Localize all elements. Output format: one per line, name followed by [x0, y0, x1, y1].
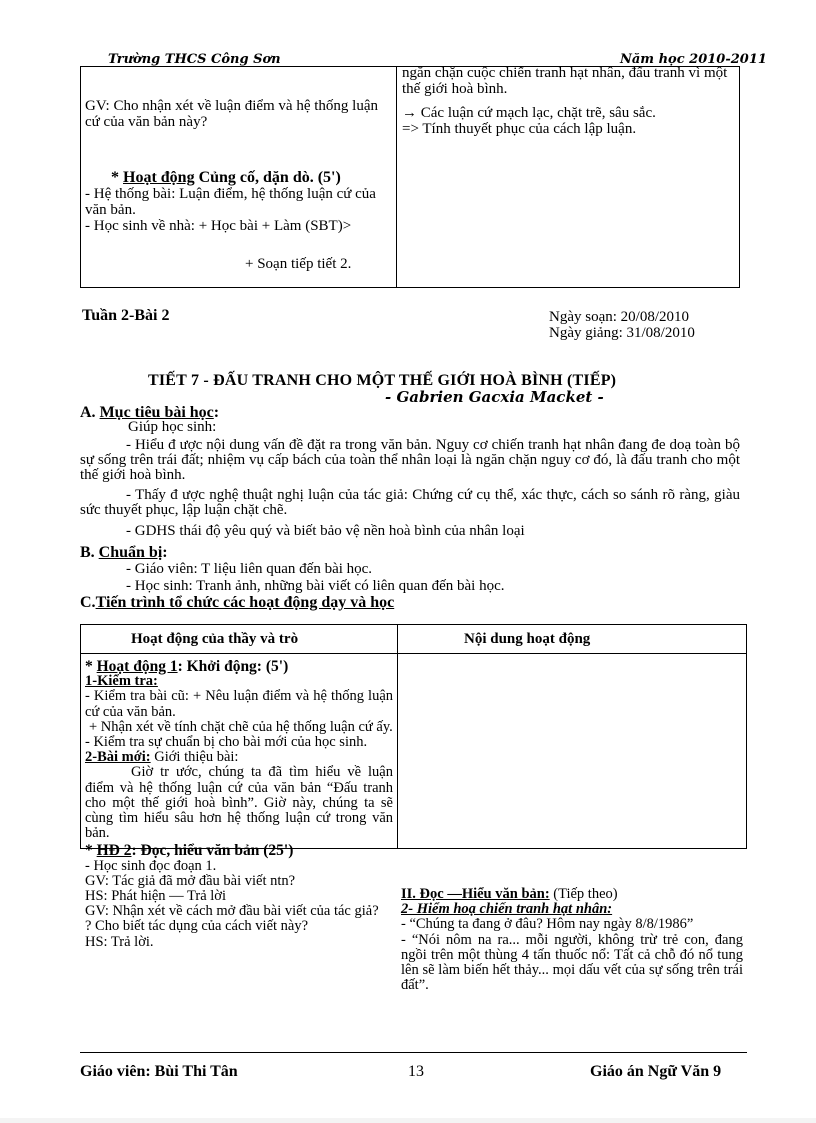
activities-table	[80, 624, 747, 994]
footer-teacher: Giáo viên: Bùi Thi Tân	[80, 1063, 238, 1080]
column-header-left: Hoạt động của thầy và trò	[131, 631, 299, 647]
activity-1-heading: * Hoạt động 1: Khởi động: (5')	[85, 658, 289, 675]
school-name: Trường THCS Công Sơn	[108, 52, 281, 67]
header-divider	[81, 653, 746, 654]
step-6: HS: Trả lời.	[85, 933, 154, 950]
new-lesson-heading: 2-Bài mới: Giới thiệu bài:	[85, 749, 239, 766]
section-a-heading: A. Mục tiêu bài học:	[80, 404, 220, 421]
teacher-student-activities	[85, 659, 393, 950]
section-b-students: - Học sinh: Tranh ảnh, những bài viết có liên quan đến bài học.	[126, 578, 505, 594]
activity-heading: * Hoạt động Củng cố, dặn dò. (5')	[111, 169, 341, 186]
check-item-2: + Nhận xét về tính chặt chẽ của hệ thống luận cứ ấy.	[89, 718, 393, 735]
left-homework: - Học sinh về nhà: + Học bài + Làm (SBT)>	[85, 218, 352, 234]
activity-content	[401, 887, 743, 993]
continued-table	[80, 66, 740, 288]
section-a-intro: Giúp học sinh:	[128, 419, 217, 435]
prep-date: Ngày soạn: 20/08/2010	[549, 309, 689, 325]
step-2: GV: Tác giả đã mở đầu bài viết ntn?	[85, 872, 296, 889]
step-3: HS: Phát hiện — Trả lời	[85, 888, 227, 905]
quote-2: - “Nói nôm na ra... mỗi người, không trừ trẻ con, đang ngồi trên một thùng 4 tấn thuốc nổ: Tất cả chỗ đó nổ tung lên sẽ làm biến hết thảy... mọi dấu vết của sự sống trên trái đất”.	[401, 931, 743, 994]
footer-rule	[80, 1052, 747, 1053]
check-item-3: - Kiểm tra sự chuẩn bị cho bài mới của học sinh.	[85, 734, 368, 751]
section-a-point-3: - GDHS thái độ yêu quý và biết bảo vệ nền hoà bình của nhân loại	[126, 523, 525, 539]
column-divider	[397, 625, 398, 848]
page-edge	[0, 1118, 816, 1123]
step-4: GV: Nhận xét về cách mở đầu bài viết của tác giả?	[85, 903, 379, 920]
lesson-author: - Gabrien Gacxia Macket -	[385, 388, 604, 406]
table-bottom-rule	[80, 848, 747, 849]
left-summary: - Hệ thống bài: Luận điểm, hệ thống luận cứ của văn bản.	[85, 187, 376, 218]
section-b-teacher: - Giáo viên: T liệu liên quan đến bài học.	[126, 561, 373, 577]
section-b-heading: B. Chuẩn bị:	[80, 544, 168, 561]
teach-date: Ngày giảng: 31/08/2010	[549, 325, 695, 341]
danger-heading: 2- Hiểm hoạ chiến tranh hạt nhân:	[401, 901, 613, 918]
section-c-heading: C.Tiến trình tổ chức các hoạt động dạy và học	[80, 594, 395, 611]
page-number: 13	[408, 1063, 424, 1080]
footer-book: Giáo án Ngữ Văn 9	[590, 1063, 722, 1080]
step-5: ? Cho biết tác dụng của cách viết này?	[85, 918, 309, 935]
right-text-3: => Tính thuyết phục của cách lập luận.	[402, 121, 637, 137]
step-1: - Học sinh đọc đoạn 1.	[85, 857, 217, 874]
column-header-right: Nội dung hoạt động	[464, 631, 591, 647]
section-a-point-2: - Thấy đ ược nghệ thuật nghị luận của tác giả: Chứng cứ cụ thể, xác thực, cách so sánh rõ ràng, giàu sức thuyết phục, lập luận chặt chẽ.	[80, 487, 740, 518]
school-year: Năm học 2010-2011	[620, 52, 767, 67]
check-heading: 1-Kiểm tra:	[85, 673, 158, 690]
check-item-1: - Kiểm tra bài cũ: + Nêu luận điểm và hệ thống luận cứ của văn bản.	[85, 688, 393, 720]
introduction-text: Giờ tr ước, chúng ta đã tìm hiểu về luận điểm và hệ thống luận cứ của văn bản “Đấu tranh cho một thế giới hoà bình”. Giờ này, chúng ta sẽ cùng tìm hiểu sâu hơn hệ thống luận cứ trong văn bản.	[85, 764, 393, 842]
lesson-title: TIẾT 7 - ĐẤU TRANH CHO MỘT THẾ GIỚI HOÀ BÌNH (TIẾP)	[148, 372, 617, 389]
left-homework-2: + Soạn tiếp tiết 2.	[245, 256, 352, 272]
right-text-2: → Các luận cứ mạch lạc, chặt trẽ, sâu sắc.	[402, 105, 656, 121]
activity-2-heading: * HĐ 2: Đọc, hiểu văn bản (25')	[85, 842, 294, 860]
section-a-point-1: - Hiểu đ ược nội dung vấn đề đặt ra trong văn bản. Nguy cơ chiến tranh hạt nhân đang đe doạ toàn bộ sự sống trên trái đất; nhiệm vụ cấp bách của toàn thể nhân loại là ngăn chặn nguy cơ đó, là đấu tranh cho một thế giới hoà bình.	[80, 437, 740, 483]
quote-1: - “Chúng ta đang ở đâu? Hôm nay ngày 8/8/1986”	[401, 916, 694, 933]
reading-heading: II. Đọc —Hiểu văn bản: (Tiếp theo)	[401, 886, 618, 902]
week-label: Tuần 2-Bài 2	[82, 307, 170, 324]
right-text-1: ngăn chặn cuộc chiến tranh hạt nhân, đấu tranh vì một thế giới hoà bình.	[402, 65, 728, 97]
left-question: GV: Cho nhận xét về luận điểm và hệ thống luận cứ của văn bản này?	[85, 98, 378, 130]
